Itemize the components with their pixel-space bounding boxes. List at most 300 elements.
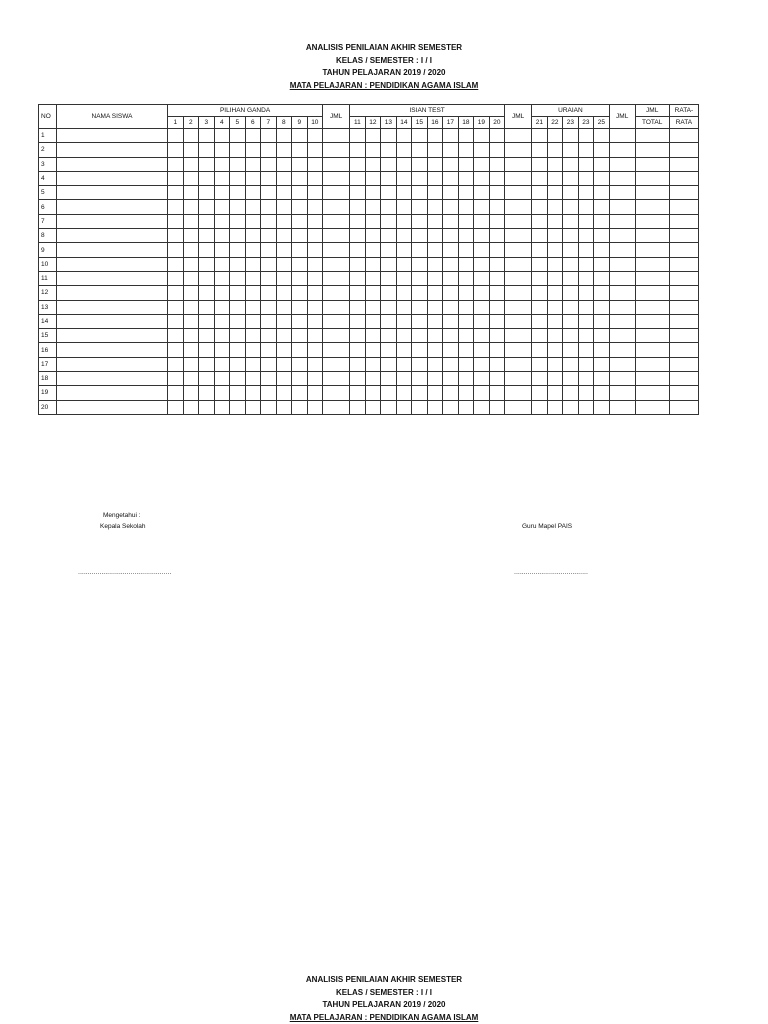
score-cell bbox=[168, 214, 184, 228]
header-average-top: RATA- bbox=[669, 105, 699, 117]
score-cell bbox=[427, 329, 443, 343]
score-cell bbox=[669, 271, 699, 285]
score-cell bbox=[443, 157, 459, 171]
score-cell bbox=[609, 386, 635, 400]
score-cell bbox=[427, 143, 443, 157]
score-cell bbox=[307, 214, 323, 228]
score-cell bbox=[427, 200, 443, 214]
score-cell bbox=[412, 343, 428, 357]
score-cell bbox=[669, 329, 699, 343]
row-number: 2 bbox=[39, 143, 57, 157]
score-cell bbox=[474, 314, 490, 328]
row-number: 13 bbox=[39, 300, 57, 314]
score-cell bbox=[594, 129, 610, 143]
score-cell bbox=[412, 386, 428, 400]
score-cell bbox=[276, 257, 292, 271]
score-cell bbox=[245, 214, 261, 228]
score-cell bbox=[594, 243, 610, 257]
score-cell bbox=[412, 243, 428, 257]
score-cell bbox=[532, 386, 548, 400]
score-cell bbox=[458, 186, 474, 200]
score-cell bbox=[474, 329, 490, 343]
score-cell bbox=[323, 271, 350, 285]
score-cell bbox=[168, 357, 184, 371]
score-cell bbox=[276, 143, 292, 157]
score-cell bbox=[396, 229, 412, 243]
score-cell bbox=[168, 157, 184, 171]
score-cell bbox=[609, 214, 635, 228]
score-cell bbox=[458, 243, 474, 257]
score-cell bbox=[214, 314, 230, 328]
score-cell bbox=[505, 372, 532, 386]
score-cell bbox=[458, 300, 474, 314]
header-question-uraian: 25 bbox=[594, 117, 610, 129]
header-question-pg: 8 bbox=[276, 117, 292, 129]
score-cell bbox=[505, 314, 532, 328]
score-cell bbox=[609, 271, 635, 285]
student-name-cell bbox=[57, 372, 168, 386]
header-question-pg: 1 bbox=[168, 117, 184, 129]
score-cell bbox=[323, 214, 350, 228]
score-cell bbox=[292, 229, 308, 243]
score-cell bbox=[307, 157, 323, 171]
header-question-uraian: 23 bbox=[563, 117, 579, 129]
table-row bbox=[39, 186, 699, 200]
score-cell bbox=[578, 200, 594, 214]
score-cell bbox=[594, 357, 610, 371]
score-cell bbox=[532, 200, 548, 214]
table-row bbox=[39, 314, 699, 328]
score-cell bbox=[350, 357, 366, 371]
score-cell bbox=[563, 271, 579, 285]
score-cell bbox=[412, 143, 428, 157]
score-cell bbox=[261, 214, 277, 228]
score-cell bbox=[183, 129, 199, 143]
score-cell bbox=[292, 386, 308, 400]
score-cell bbox=[276, 400, 292, 414]
header-jml-uraian: JML bbox=[609, 105, 635, 129]
score-cell bbox=[230, 214, 246, 228]
header-average-bottom: RATA bbox=[669, 117, 699, 129]
score-cell bbox=[547, 400, 563, 414]
score-cell bbox=[443, 243, 459, 257]
score-cell bbox=[168, 286, 184, 300]
score-cell bbox=[323, 357, 350, 371]
score-cell bbox=[292, 186, 308, 200]
row-number: 19 bbox=[39, 386, 57, 400]
score-cell bbox=[474, 186, 490, 200]
score-cell bbox=[458, 314, 474, 328]
heading-class-semester: KELAS / SEMESTER : I / I bbox=[335, 55, 432, 65]
score-cell bbox=[458, 372, 474, 386]
row-number: 1 bbox=[39, 129, 57, 143]
score-cell bbox=[563, 143, 579, 157]
score-cell bbox=[261, 386, 277, 400]
table-row bbox=[39, 171, 699, 185]
student-name-cell bbox=[57, 386, 168, 400]
student-name-cell bbox=[57, 129, 168, 143]
score-cell bbox=[669, 357, 699, 371]
score-cell bbox=[609, 314, 635, 328]
score-cell bbox=[609, 300, 635, 314]
score-cell bbox=[635, 400, 669, 414]
score-cell bbox=[563, 357, 579, 371]
score-cell bbox=[443, 386, 459, 400]
score-cell bbox=[547, 343, 563, 357]
score-cell bbox=[245, 200, 261, 214]
score-cell bbox=[245, 386, 261, 400]
score-cell bbox=[578, 271, 594, 285]
score-cell bbox=[412, 157, 428, 171]
score-cell bbox=[609, 157, 635, 171]
score-cell bbox=[199, 143, 215, 157]
score-cell bbox=[547, 157, 563, 171]
score-cell bbox=[168, 300, 184, 314]
score-cell bbox=[168, 171, 184, 185]
score-cell bbox=[365, 200, 381, 214]
table-row bbox=[39, 400, 699, 414]
score-cell bbox=[563, 214, 579, 228]
score-cell bbox=[474, 243, 490, 257]
score-cell bbox=[199, 186, 215, 200]
score-cell bbox=[505, 329, 532, 343]
score-cell bbox=[458, 329, 474, 343]
score-cell bbox=[199, 229, 215, 243]
score-cell bbox=[609, 372, 635, 386]
score-cell bbox=[214, 329, 230, 343]
score-cell bbox=[214, 271, 230, 285]
score-cell bbox=[489, 400, 505, 414]
score-cell bbox=[635, 229, 669, 243]
score-cell bbox=[168, 314, 184, 328]
score-cell bbox=[261, 171, 277, 185]
score-cell bbox=[230, 171, 246, 185]
score-cell bbox=[396, 186, 412, 200]
score-cell bbox=[214, 243, 230, 257]
header-jml-pg: JML bbox=[323, 105, 350, 129]
score-cell bbox=[276, 286, 292, 300]
score-cell bbox=[365, 171, 381, 185]
score-cell bbox=[292, 343, 308, 357]
score-cell bbox=[635, 171, 669, 185]
score-cell bbox=[563, 300, 579, 314]
score-cell bbox=[563, 186, 579, 200]
score-cell bbox=[505, 200, 532, 214]
score-cell bbox=[669, 129, 699, 143]
score-cell bbox=[230, 343, 246, 357]
score-cell bbox=[276, 357, 292, 371]
score-cell bbox=[594, 300, 610, 314]
row-number: 12 bbox=[39, 286, 57, 300]
score-cell bbox=[669, 300, 699, 314]
score-cell bbox=[669, 286, 699, 300]
score-cell bbox=[594, 171, 610, 185]
score-cell bbox=[578, 143, 594, 157]
score-cell bbox=[505, 171, 532, 185]
heading-class-semester: KELAS / SEMESTER : I / I bbox=[335, 987, 432, 997]
score-cell bbox=[245, 271, 261, 285]
score-cell bbox=[381, 229, 397, 243]
score-cell bbox=[443, 200, 459, 214]
score-cell bbox=[412, 229, 428, 243]
header-no: NO bbox=[39, 105, 57, 129]
student-name-cell bbox=[57, 343, 168, 357]
score-cell bbox=[594, 314, 610, 328]
score-cell bbox=[635, 214, 669, 228]
score-cell bbox=[183, 257, 199, 271]
score-cell bbox=[365, 229, 381, 243]
score-cell bbox=[669, 314, 699, 328]
score-cell bbox=[245, 357, 261, 371]
score-cell bbox=[307, 300, 323, 314]
row-number: 3 bbox=[39, 157, 57, 171]
score-cell bbox=[458, 257, 474, 271]
score-cell bbox=[563, 229, 579, 243]
score-cell bbox=[563, 286, 579, 300]
score-cell bbox=[350, 200, 366, 214]
score-cell bbox=[635, 143, 669, 157]
acknowledged-label: Mengetahui : bbox=[103, 512, 141, 519]
score-cell bbox=[245, 171, 261, 185]
score-cell bbox=[350, 229, 366, 243]
score-cell bbox=[183, 157, 199, 171]
score-cell bbox=[396, 257, 412, 271]
score-cell bbox=[350, 286, 366, 300]
row-number: 7 bbox=[39, 214, 57, 228]
score-cell bbox=[230, 157, 246, 171]
table-row bbox=[39, 329, 699, 343]
score-cell bbox=[489, 157, 505, 171]
row-number: 9 bbox=[39, 243, 57, 257]
score-cell bbox=[635, 329, 669, 343]
table-row bbox=[39, 200, 699, 214]
score-cell bbox=[245, 329, 261, 343]
score-cell bbox=[276, 271, 292, 285]
score-cell bbox=[292, 157, 308, 171]
score-cell bbox=[458, 214, 474, 228]
score-cell bbox=[489, 286, 505, 300]
score-cell bbox=[458, 171, 474, 185]
score-cell bbox=[183, 357, 199, 371]
score-cell bbox=[261, 143, 277, 157]
score-cell bbox=[443, 329, 459, 343]
score-cell bbox=[505, 386, 532, 400]
score-cell bbox=[635, 243, 669, 257]
score-cell bbox=[547, 372, 563, 386]
score-cell bbox=[276, 329, 292, 343]
table-row bbox=[39, 271, 699, 285]
student-name-cell bbox=[57, 286, 168, 300]
score-cell bbox=[458, 200, 474, 214]
score-cell bbox=[261, 186, 277, 200]
score-cell bbox=[365, 143, 381, 157]
score-cell bbox=[381, 386, 397, 400]
score-cell bbox=[412, 271, 428, 285]
score-cell bbox=[427, 214, 443, 228]
score-cell bbox=[427, 271, 443, 285]
score-cell bbox=[350, 214, 366, 228]
score-cell bbox=[276, 186, 292, 200]
score-cell bbox=[532, 300, 548, 314]
score-cell bbox=[245, 243, 261, 257]
score-cell bbox=[458, 143, 474, 157]
score-cell bbox=[489, 372, 505, 386]
score-cell bbox=[547, 171, 563, 185]
heading-subject: MATA PELAJARAN : PENDIDIKAN AGAMA ISLAM bbox=[289, 1012, 479, 1022]
heading-title: ANALISIS PENILAIAN AKHIR SEMESTER bbox=[305, 43, 463, 52]
score-cell bbox=[594, 400, 610, 414]
score-cell bbox=[489, 329, 505, 343]
score-cell bbox=[350, 329, 366, 343]
header-question-isian: 17 bbox=[443, 117, 459, 129]
score-cell bbox=[474, 286, 490, 300]
score-cell bbox=[323, 343, 350, 357]
score-cell bbox=[214, 143, 230, 157]
score-cell bbox=[381, 143, 397, 157]
score-cell bbox=[396, 214, 412, 228]
score-cell bbox=[609, 171, 635, 185]
score-cell bbox=[532, 400, 548, 414]
heading-title: ANALISIS PENILAIAN AKHIR SEMESTER bbox=[305, 975, 463, 984]
row-number: 8 bbox=[39, 229, 57, 243]
score-cell bbox=[214, 372, 230, 386]
score-cell bbox=[350, 343, 366, 357]
student-name-cell bbox=[57, 329, 168, 343]
score-cell bbox=[427, 386, 443, 400]
score-cell bbox=[381, 300, 397, 314]
score-cell bbox=[609, 400, 635, 414]
score-cell bbox=[245, 400, 261, 414]
score-cell bbox=[396, 372, 412, 386]
score-cell bbox=[183, 271, 199, 285]
header-question-pg: 6 bbox=[245, 117, 261, 129]
score-cell bbox=[458, 271, 474, 285]
score-cell bbox=[276, 171, 292, 185]
score-cell bbox=[412, 329, 428, 343]
score-cell bbox=[458, 343, 474, 357]
score-cell bbox=[609, 343, 635, 357]
score-cell bbox=[563, 314, 579, 328]
score-cell bbox=[214, 357, 230, 371]
principal-label: Kepala Sekolah bbox=[100, 523, 146, 530]
score-cell bbox=[427, 186, 443, 200]
score-cell bbox=[183, 286, 199, 300]
score-cell bbox=[532, 186, 548, 200]
score-cell bbox=[168, 400, 184, 414]
score-cell bbox=[292, 129, 308, 143]
score-cell bbox=[594, 372, 610, 386]
score-cell bbox=[578, 129, 594, 143]
score-cell bbox=[412, 186, 428, 200]
table-row bbox=[39, 157, 699, 171]
score-cell bbox=[323, 257, 350, 271]
score-cell bbox=[199, 314, 215, 328]
score-cell bbox=[230, 129, 246, 143]
score-cell bbox=[381, 157, 397, 171]
analysis-table bbox=[38, 104, 699, 415]
score-cell bbox=[307, 372, 323, 386]
page-heading bbox=[0, 42, 768, 92]
score-cell bbox=[578, 286, 594, 300]
score-cell bbox=[214, 129, 230, 143]
score-cell bbox=[214, 386, 230, 400]
score-cell bbox=[307, 129, 323, 143]
score-cell bbox=[669, 186, 699, 200]
score-cell bbox=[547, 200, 563, 214]
header-jml-total-bottom: TOTAL bbox=[635, 117, 669, 129]
score-cell bbox=[183, 243, 199, 257]
student-name-cell bbox=[57, 243, 168, 257]
score-cell bbox=[505, 229, 532, 243]
score-cell bbox=[245, 186, 261, 200]
score-cell bbox=[396, 400, 412, 414]
score-cell bbox=[381, 400, 397, 414]
score-cell bbox=[168, 372, 184, 386]
header-question-pg: 4 bbox=[214, 117, 230, 129]
score-cell bbox=[532, 357, 548, 371]
score-cell bbox=[532, 214, 548, 228]
score-cell bbox=[199, 214, 215, 228]
student-name-cell bbox=[57, 214, 168, 228]
score-cell bbox=[532, 372, 548, 386]
score-cell bbox=[199, 286, 215, 300]
score-cell bbox=[609, 186, 635, 200]
score-cell bbox=[365, 372, 381, 386]
score-cell bbox=[307, 286, 323, 300]
score-cell bbox=[381, 314, 397, 328]
score-cell bbox=[381, 372, 397, 386]
table-row bbox=[39, 143, 699, 157]
student-name-cell bbox=[57, 357, 168, 371]
score-cell bbox=[412, 171, 428, 185]
score-cell bbox=[396, 329, 412, 343]
score-cell bbox=[381, 129, 397, 143]
score-cell bbox=[307, 186, 323, 200]
score-cell bbox=[505, 186, 532, 200]
header-question-isian: 12 bbox=[365, 117, 381, 129]
score-cell bbox=[230, 386, 246, 400]
score-cell bbox=[609, 286, 635, 300]
score-cell bbox=[609, 200, 635, 214]
score-cell bbox=[505, 243, 532, 257]
score-cell bbox=[443, 257, 459, 271]
score-cell bbox=[635, 343, 669, 357]
score-cell bbox=[427, 343, 443, 357]
score-cell bbox=[276, 372, 292, 386]
heading-school-year: TAHUN PELAJARAN 2019 / 2020 bbox=[322, 1000, 446, 1009]
score-cell bbox=[489, 143, 505, 157]
score-cell bbox=[635, 257, 669, 271]
score-cell bbox=[443, 186, 459, 200]
score-cell bbox=[443, 343, 459, 357]
score-cell bbox=[230, 186, 246, 200]
score-cell bbox=[532, 343, 548, 357]
score-cell bbox=[458, 400, 474, 414]
score-cell bbox=[578, 357, 594, 371]
score-cell bbox=[214, 400, 230, 414]
score-cell bbox=[474, 200, 490, 214]
score-cell bbox=[183, 343, 199, 357]
score-cell bbox=[412, 286, 428, 300]
score-cell bbox=[261, 357, 277, 371]
score-cell bbox=[214, 214, 230, 228]
score-cell bbox=[489, 214, 505, 228]
score-cell bbox=[427, 257, 443, 271]
score-cell bbox=[292, 214, 308, 228]
header-question-isian: 16 bbox=[427, 117, 443, 129]
score-cell bbox=[396, 300, 412, 314]
student-name-cell bbox=[57, 143, 168, 157]
